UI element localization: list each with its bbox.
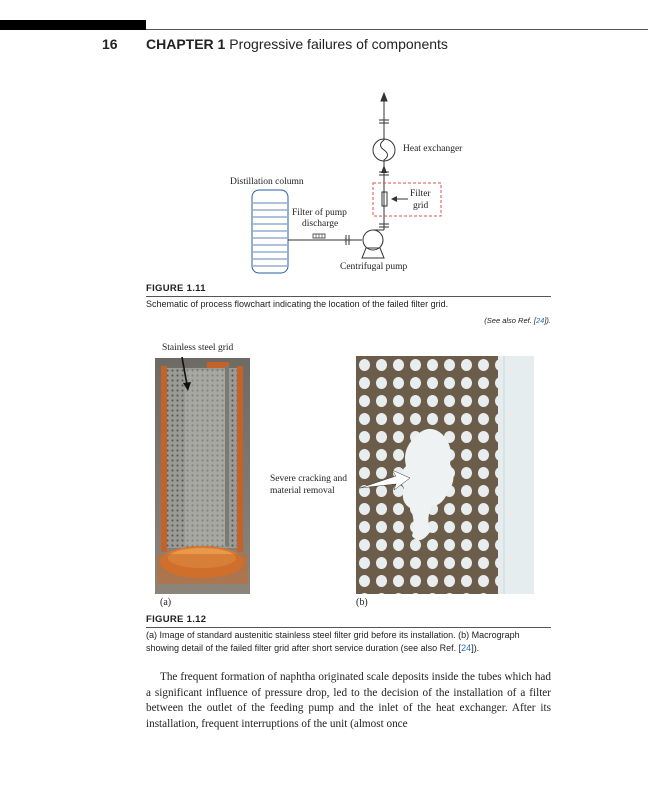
distillation-column-label: Distillation column <box>230 177 304 187</box>
photo-a-pointer-arrow <box>178 355 198 395</box>
chapter-title: Progressive failures of components <box>229 36 448 52</box>
pump-filter-label-line1: Filter of pump <box>292 208 347 218</box>
reference-link[interactable]: 24 <box>535 316 545 325</box>
subfigure-b-label: (b) <box>356 597 368 608</box>
see-also-prefix: (See also Ref. [ <box>484 316 536 325</box>
photo-a-filter-grid <box>155 358 250 594</box>
reference-link[interactable]: 24 <box>461 643 472 653</box>
heat-exchanger-label: Heat exchanger <box>403 144 463 154</box>
centrifugal-pump-label: Centrifugal pump <box>340 262 408 272</box>
figure-1-12-caption-text: (a) Image of standard austenitic stainless steel filter grid before its installation. (b) Macrograph showing detail of the failed filter grid after short service duration (see also Ref. [ <box>146 630 520 653</box>
pump-filter-label-line2: discharge <box>302 219 339 229</box>
filter-grid-label-line2: grid <box>413 201 429 211</box>
outlet-line <box>379 93 389 135</box>
figure-1-11-rule <box>146 296 551 297</box>
figure-1-12-caption-end: ]). <box>471 643 480 653</box>
figure-1-11-see-also <box>484 316 551 325</box>
chapter-label: CHAPTER 1 <box>146 36 226 52</box>
see-also-suffix: ]). <box>544 316 551 325</box>
process-flowchart <box>0 0 648 290</box>
figure-1-12-label: FIGURE 1.12 <box>146 614 207 625</box>
photo-b-label-line2: material removal <box>270 486 335 496</box>
page-number: 16 <box>102 36 118 52</box>
figure-1-11-label: FIGURE 1.11 <box>146 283 206 294</box>
distillation-column <box>252 190 288 273</box>
centrifugal-pump-symbol <box>362 230 384 258</box>
filter-pointer-arrow <box>391 196 397 202</box>
photo-a-caption-label: Stainless steel grid <box>162 343 234 353</box>
figure-1-11-caption: Schematic of process flowchart indicating the location of the failed filter grid. <box>146 299 449 309</box>
heat-exchanger-symbol <box>373 135 395 165</box>
subfigure-a-label: (a) <box>160 597 172 608</box>
photo-b-failed-grid <box>356 356 534 594</box>
photo-b-label-line1: Severe cracking and <box>270 474 348 484</box>
figure-1-12-rule <box>146 627 551 628</box>
body-paragraph: The frequent formation of naphtha originated scale deposits inside the tubes which had a significant influence of pressure drop, led to the decision of the installation of a filter between the outlet of the feeding pump and the inlet of the heat exchanger. After its installation, frequent interruptions of the unit (almost once <box>146 671 551 730</box>
filter-grid-label-line1: Filter <box>410 189 431 199</box>
figure-1-12-caption <box>146 629 551 655</box>
flow-arrow <box>381 165 387 173</box>
